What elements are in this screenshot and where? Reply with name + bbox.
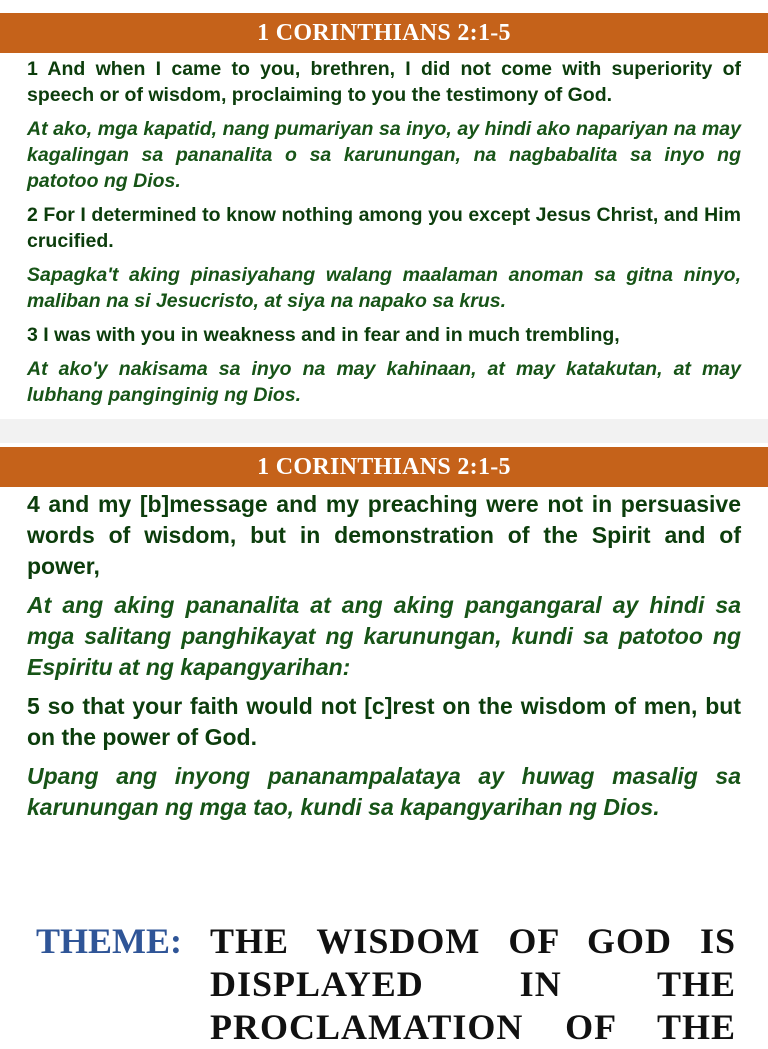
verse-5-english: 5 so that your faith would not [c]rest on the wisdom of men, but on the power of God. [27,693,741,750]
slide-1 [0,0,768,430]
slide-2 [0,430,768,870]
theme-block [36,920,736,1049]
verse-5-tagalog: Upang ang inyong pananampalataya ay huwag masalig sa karunungan ng mga tao, kundi sa kapangyarihan ng Dios. [27,763,741,820]
verse-2-tagalog: Sapagka't aking pinasiyahang walang maalaman anoman sa gitna ninyo, maliban na si Jesucristo, at siya na napako sa krus. [27,264,741,312]
slide-1-verses [27,56,741,416]
slide-1-title-banner: 1 CORINTHIANS 2:1-5 [0,13,768,53]
slide-2-verses [27,489,741,831]
verse-4-english: 4 and my [b]message and my preaching were not in persuasive words of wisdom, but in demonstration of the Spirit and of power, [27,491,741,579]
verse-1-english: 1 And when I came to you, brethren, I did not come with superiority of speech or of wisdom, proclaiming to you the testimony of God. [27,58,741,106]
verse-3-english: 3 I was with you in weakness and in fear and in much trembling, [27,324,620,346]
verse-2-english: 2 For I determined to know nothing among you except Jesus Christ, and Him crucified. [27,204,741,252]
verse-3-tagalog: At ako'y nakisama sa inyo na may kahinaan, at may katakutan, at may lubhang panginginig ng Dios. [27,358,741,406]
slide-2-title-banner: 1 CORINTHIANS 2:1-5 [0,447,768,487]
verse-1-tagalog: At ako, mga kapatid, nang pumariyan sa inyo, ay hindi ako napariyan na may kagalingan sa pananalita o sa karunungan, na nagbabalita sa inyo ng patotoo ng Dios. [27,118,741,192]
theme-text: THE WISDOM OF GOD IS DISPLAYED IN THE PROCLAMATION OF THE [210,921,736,1047]
verse-4-tagalog: At ang aking pananalita at ang aking pangangaral ay hindi sa mga salitang panghikayat ng karunungan, kundi sa patotoo ng Espiritu at ng kapangyarihan: [27,592,741,680]
theme-label: THEME: [36,921,183,961]
